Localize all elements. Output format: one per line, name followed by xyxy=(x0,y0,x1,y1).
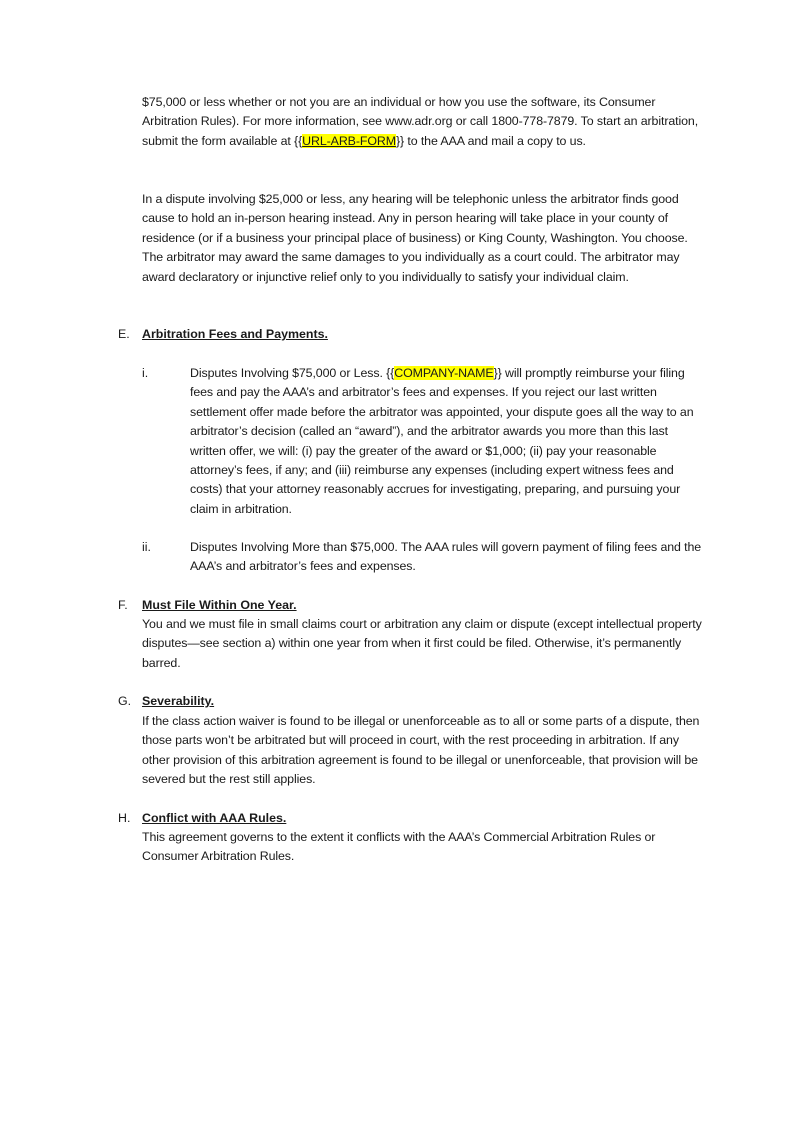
section-f-body: You and we must file in small claims court or arbitration any claim or dispute (except intellectual property disputes—see section a) within one year from when it first could be filed. Otherwise, it’s permanently barred. xyxy=(142,617,702,670)
section-e-item-1-text xyxy=(190,364,702,519)
section-e-item-2-number: ii. xyxy=(142,540,151,554)
section-h-body: This agreement governs to the extent it conflicts with the AAA’s Commercial Arbitration Rules or Consumer Arbitration Rules. xyxy=(142,830,656,864)
section-e-heading: Arbitration Fees and Payments. xyxy=(142,327,328,341)
item-1-text-a: Disputes Involving $75,000 or Less. {{ xyxy=(190,366,395,380)
section-h-letter: H. xyxy=(118,811,131,825)
company-name-placeholder: COMPANY-NAME xyxy=(394,366,494,380)
section-e-letter: E. xyxy=(118,327,130,341)
section-h-heading: Conflict with AAA Rules. xyxy=(142,811,287,825)
section-e-item-1-number: i. xyxy=(142,366,149,380)
intro-p1-text-a: $75,000 or less whether or not you are an individual or how you use the software, its Consumer Arbitration Rules). For more information, see www.adr.org or call 1800-778-7879. To start an arbitration, submit the form available at {{ xyxy=(142,95,699,148)
url-arb-form-placeholder: URL-ARB-FORM xyxy=(302,133,396,148)
intro-paragraph-2: In a dispute involving $25,000 or less, any hearing will be telephonic unless the arbitrator finds good cause to hold an in-person hearing instead. Any in person hearing will take place in your county of residence (or if a business your principal place of business) or King County, Washington. You choose. The arbitrator may award the same damages to you individually as a court could. The arbitrator may award declaratory or injunctive relief only to you individually to satisfy your individual claim. xyxy=(142,192,688,284)
item-1-text-b: }} will promptly reimburse your filing fees and pay the AAA’s and arbitrator’s fees and expenses. If you reject our last written settlement offer made before the arbitrator was appointed, your dispute goes all the way to an arbitrator’s decision (called an “award”), and the arbitrator awards you more than this last written offer, we will: (i) pay the greater of the award or $1,000; (ii) pay your reasonable attorney’s fees, if any; and (iii) reimburse any expenses (including expert witness fees and costs) that your attorney reasonably accrues for investigating, preparing, and pursuing your claim in arbitration. xyxy=(190,366,694,516)
section-e-item-2-text: Disputes Involving More than $75,000. The AAA rules will govern payment of filing fees and the AAA’s and arbitrator’s fees and expenses. xyxy=(190,540,702,574)
section-g-body: If the class action waiver is found to be illegal or unenforceable as to all or some parts of a dispute, then those parts won’t be arbitrated but will proceed in court, with the rest proceeding in arbitration. If any other provision of this arbitration agreement is found to be illegal or unenforceable, that provision will be severed but the rest still applies. xyxy=(142,714,700,787)
section-g-letter: G. xyxy=(118,694,132,708)
section-f-letter: F. xyxy=(118,598,128,612)
intro-paragraph-1 xyxy=(142,93,702,151)
intro-p1-text-b: }} to the AAA and mail a copy to us. xyxy=(395,133,586,148)
section-g-heading: Severability. xyxy=(142,694,215,708)
section-f-heading: Must File Within One Year. xyxy=(142,598,297,612)
